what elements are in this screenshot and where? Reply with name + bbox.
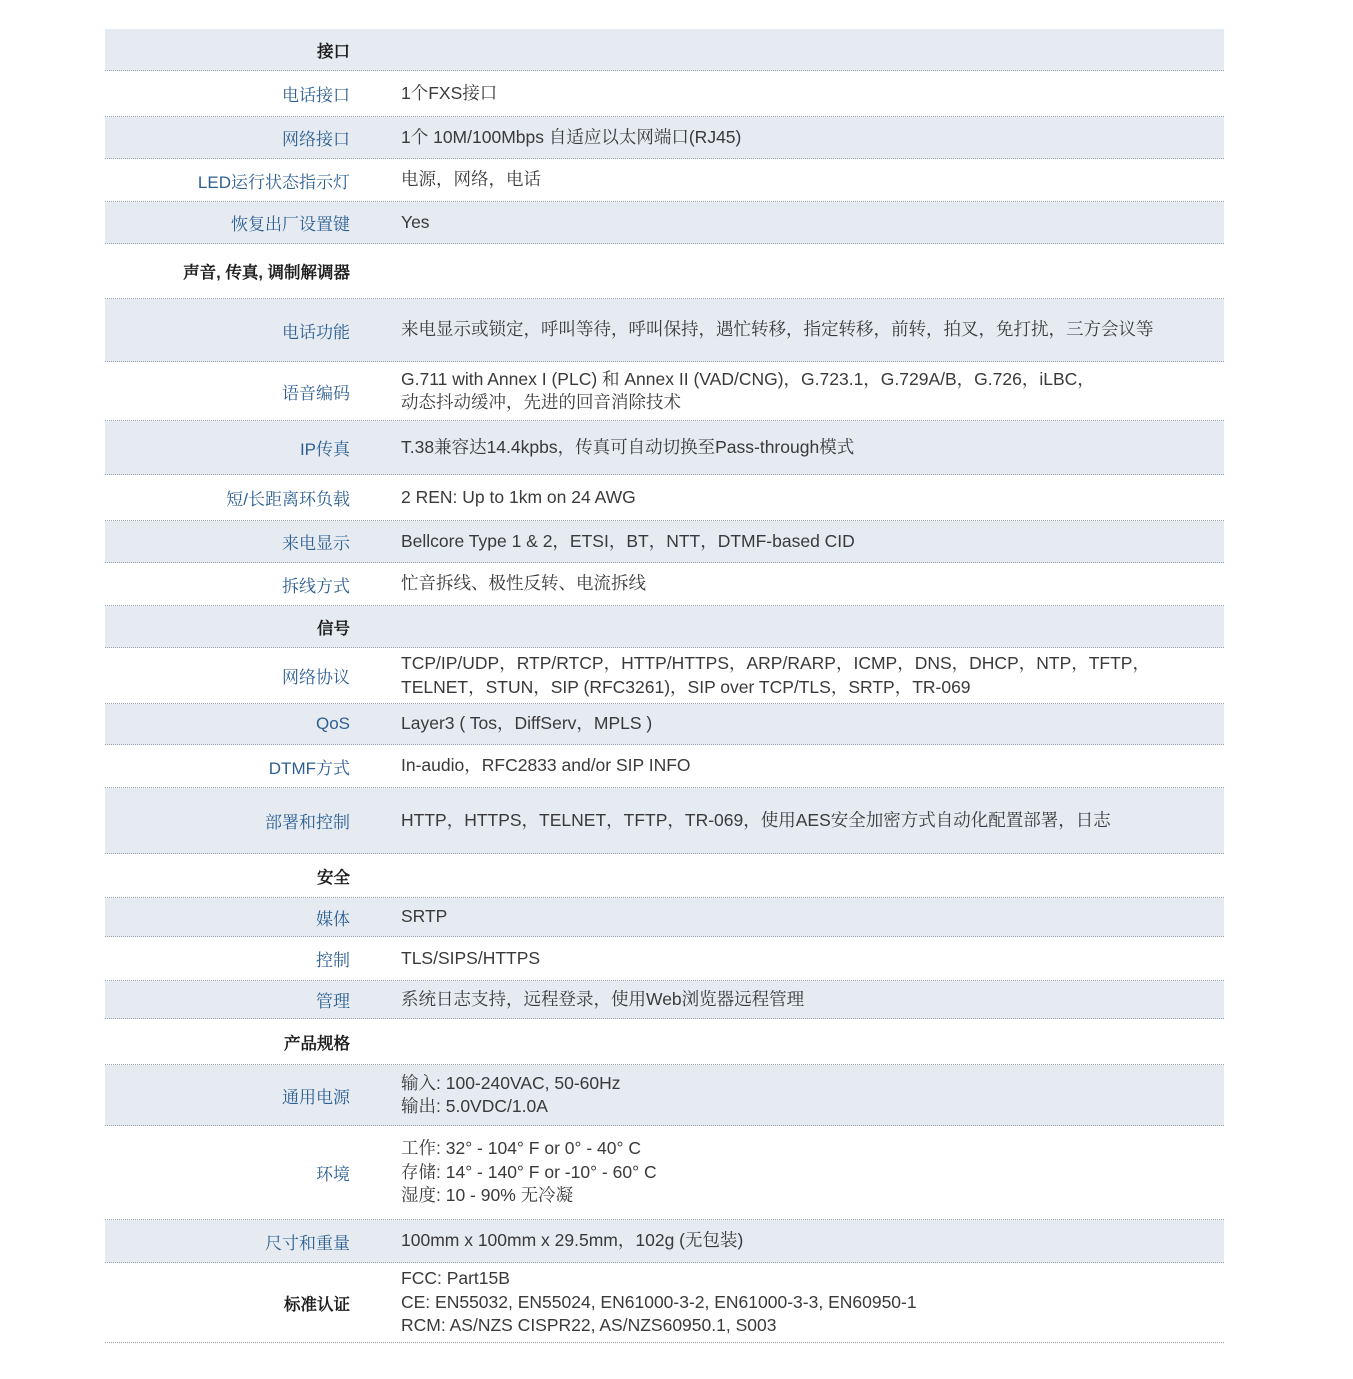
spec-value-line: 电源，网络，电话 [401,169,541,190]
spec-row [105,299,1224,362]
spec-row [105,475,1224,521]
section-header-row [105,244,1224,299]
spec-value [401,299,1204,361]
spec-value-line: 动态抖动缓冲，先进的回音消除技术 [401,392,681,412]
spec-label: 电话接口 [282,86,350,105]
spec-value [401,1263,1204,1342]
spec-value [401,475,1204,520]
spec-row [105,71,1224,117]
section-header-row [105,29,1224,71]
spec-label: 部署和控制 [265,813,350,832]
spec-label: 通用电源 [282,1087,350,1107]
spec-value-line: 系统日志支持，远程登录，使用Web浏览器远程管理 [401,988,805,1009]
section-title: 信号 [317,619,350,638]
spec-value-line: 输出: 5.0VDC/1.0A [401,1096,548,1116]
spec-value-line: 存储: 14° - 140° F or -10° - 60° C [401,1161,657,1182]
spec-row [105,981,1224,1019]
spec-value-line: 1个FXS接口 [401,82,498,103]
section-title: 声音, 传真, 调制解调器 [183,264,350,282]
spec-value-line: FCC: Part15B [401,1268,510,1289]
spec-row [105,521,1224,563]
spec-label: 来电显示 [282,534,350,553]
spec-value [401,521,1204,562]
section-header-row [105,606,1224,648]
spec-value [401,1065,1204,1125]
spec-value [401,421,1204,474]
spec-label: 语音编码 [282,383,350,403]
spec-value-line: 2 REN: Up to 1km on 24 AWG [401,486,636,507]
spec-value [401,159,1204,201]
section-title: 安全 [317,868,350,887]
section-title: 标准认证 [284,1295,350,1314]
spec-value [401,71,1204,116]
section-title: 产品规格 [284,1034,350,1053]
spec-label: QoS [315,714,350,733]
spec-value-line: HTTP，HTTPS，TELNET，TFTP，TR-069，使用AES安全加密方式自动化配置部署，日志 [401,809,1111,830]
spec-row [105,159,1224,202]
spec-label: 网络接口 [282,130,350,149]
spec-value-line: CE: EN55032, EN55024, EN61000-3-2, EN61000-3-3, EN60950-1 [401,1291,917,1312]
spec-row [105,563,1224,606]
spec-row [105,1065,1224,1126]
spec-value-line: 100mm x 100mm x 29.5mm，102g (无包装) [401,1230,744,1251]
spec-value-line: 1个 10M/100Mbps 自适应以太网端口(RJ45) [401,126,742,147]
spec-label: 媒体 [316,909,350,929]
spec-value [401,1220,1204,1262]
spec-label: 管理 [316,992,350,1011]
spec-row [105,117,1224,159]
spec-value-line: TELNET，STUN，SIP (RFC3261)，SIP over TCP/TLS，SRTP，TR-069 [401,676,971,697]
spec-label: 尺寸和重量 [265,1233,350,1253]
spec-table [105,29,1224,1343]
spec-value-line: TCP/IP/UDP，RTP/RTCP，HTTP/HTTPS，ARP/RARP，ICMP，DNS，DHCP，NTP，TFTP， [401,653,1150,673]
spec-value-line: SRTP [401,906,448,927]
spec-row [105,788,1224,854]
spec-label: IP传真 [299,440,350,459]
section-header-row [105,854,1224,898]
spec-value [401,117,1204,158]
spec-label: LED运行状态指示灯 [197,172,350,192]
spec-value-line: Bellcore Type 1 & 2，ETSI，BT，NTT，DTMF-based CID [401,530,855,551]
section-title: 接口 [317,42,350,61]
spec-row [105,362,1224,421]
spec-value [401,362,1204,420]
spec-value-line: 输入: 100-240VAC, 50-60Hz [401,1072,621,1093]
spec-row [105,937,1224,981]
spec-value-line: 工作: 32° - 104° F or 0° - 40° C [401,1138,642,1159]
spec-value [401,202,1204,243]
spec-label: 恢复出厂设置键 [231,215,350,234]
spec-value [401,648,1204,703]
spec-value-line: 湿度: 10 - 90% 无冷凝 [401,1185,574,1206]
spec-row [105,1220,1224,1263]
spec-value-line: 忙音拆线、极性反转、电流拆线 [401,573,646,594]
spec-value [401,704,1204,744]
spec-label: 控制 [316,951,350,970]
spec-value [401,745,1204,787]
spec-row [105,202,1224,244]
spec-row [105,745,1224,788]
spec-row [105,1126,1224,1220]
spec-value-line: Yes [401,211,430,232]
spec-row [105,704,1224,745]
spec-value [401,898,1204,936]
spec-row [105,648,1224,704]
spec-label: 电话功能 [282,322,350,342]
section-header-row [105,1019,1224,1065]
section-header-row [105,1263,1224,1343]
spec-value [401,981,1204,1018]
spec-label: DTMF方式 [268,758,350,778]
spec-value [401,563,1204,605]
spec-value [401,937,1204,980]
spec-label: 网络协议 [282,668,350,687]
spec-row [105,421,1224,475]
spec-value-line: In-audio，RFC2833 and/or SIP INFO [401,755,691,776]
spec-label: 环境 [316,1165,350,1184]
spec-value-line: TLS/SIPS/HTTPS [401,947,541,968]
spec-label: 拆线方式 [282,576,350,596]
spec-label: 短/长距离环负载 [226,490,350,509]
spec-value-line: RCM: AS/NZS CISPR22, AS/NZS60950.1, S003 [401,1315,777,1336]
spec-value-line: G.711 with Annex I (PLC) 和 Annex II (VAD/CNG)，G.723.1，G.729A/B，G.726，iLBC， [401,368,1095,389]
spec-value [401,1126,1204,1219]
spec-row [105,898,1224,937]
spec-value-line: T.38兼容达14.4kpbs，传真可自动切换至Pass-through模式 [401,436,855,457]
spec-value-line: 来电显示或锁定，呼叫等待，呼叫保持，遇忙转移，指定转移，前转，拍叉，免打扰，三方会议等 [401,319,1154,340]
spec-value-line: Layer3 ( Tos，DiffServ，MPLS ) [401,713,653,734]
spec-value [401,788,1204,853]
